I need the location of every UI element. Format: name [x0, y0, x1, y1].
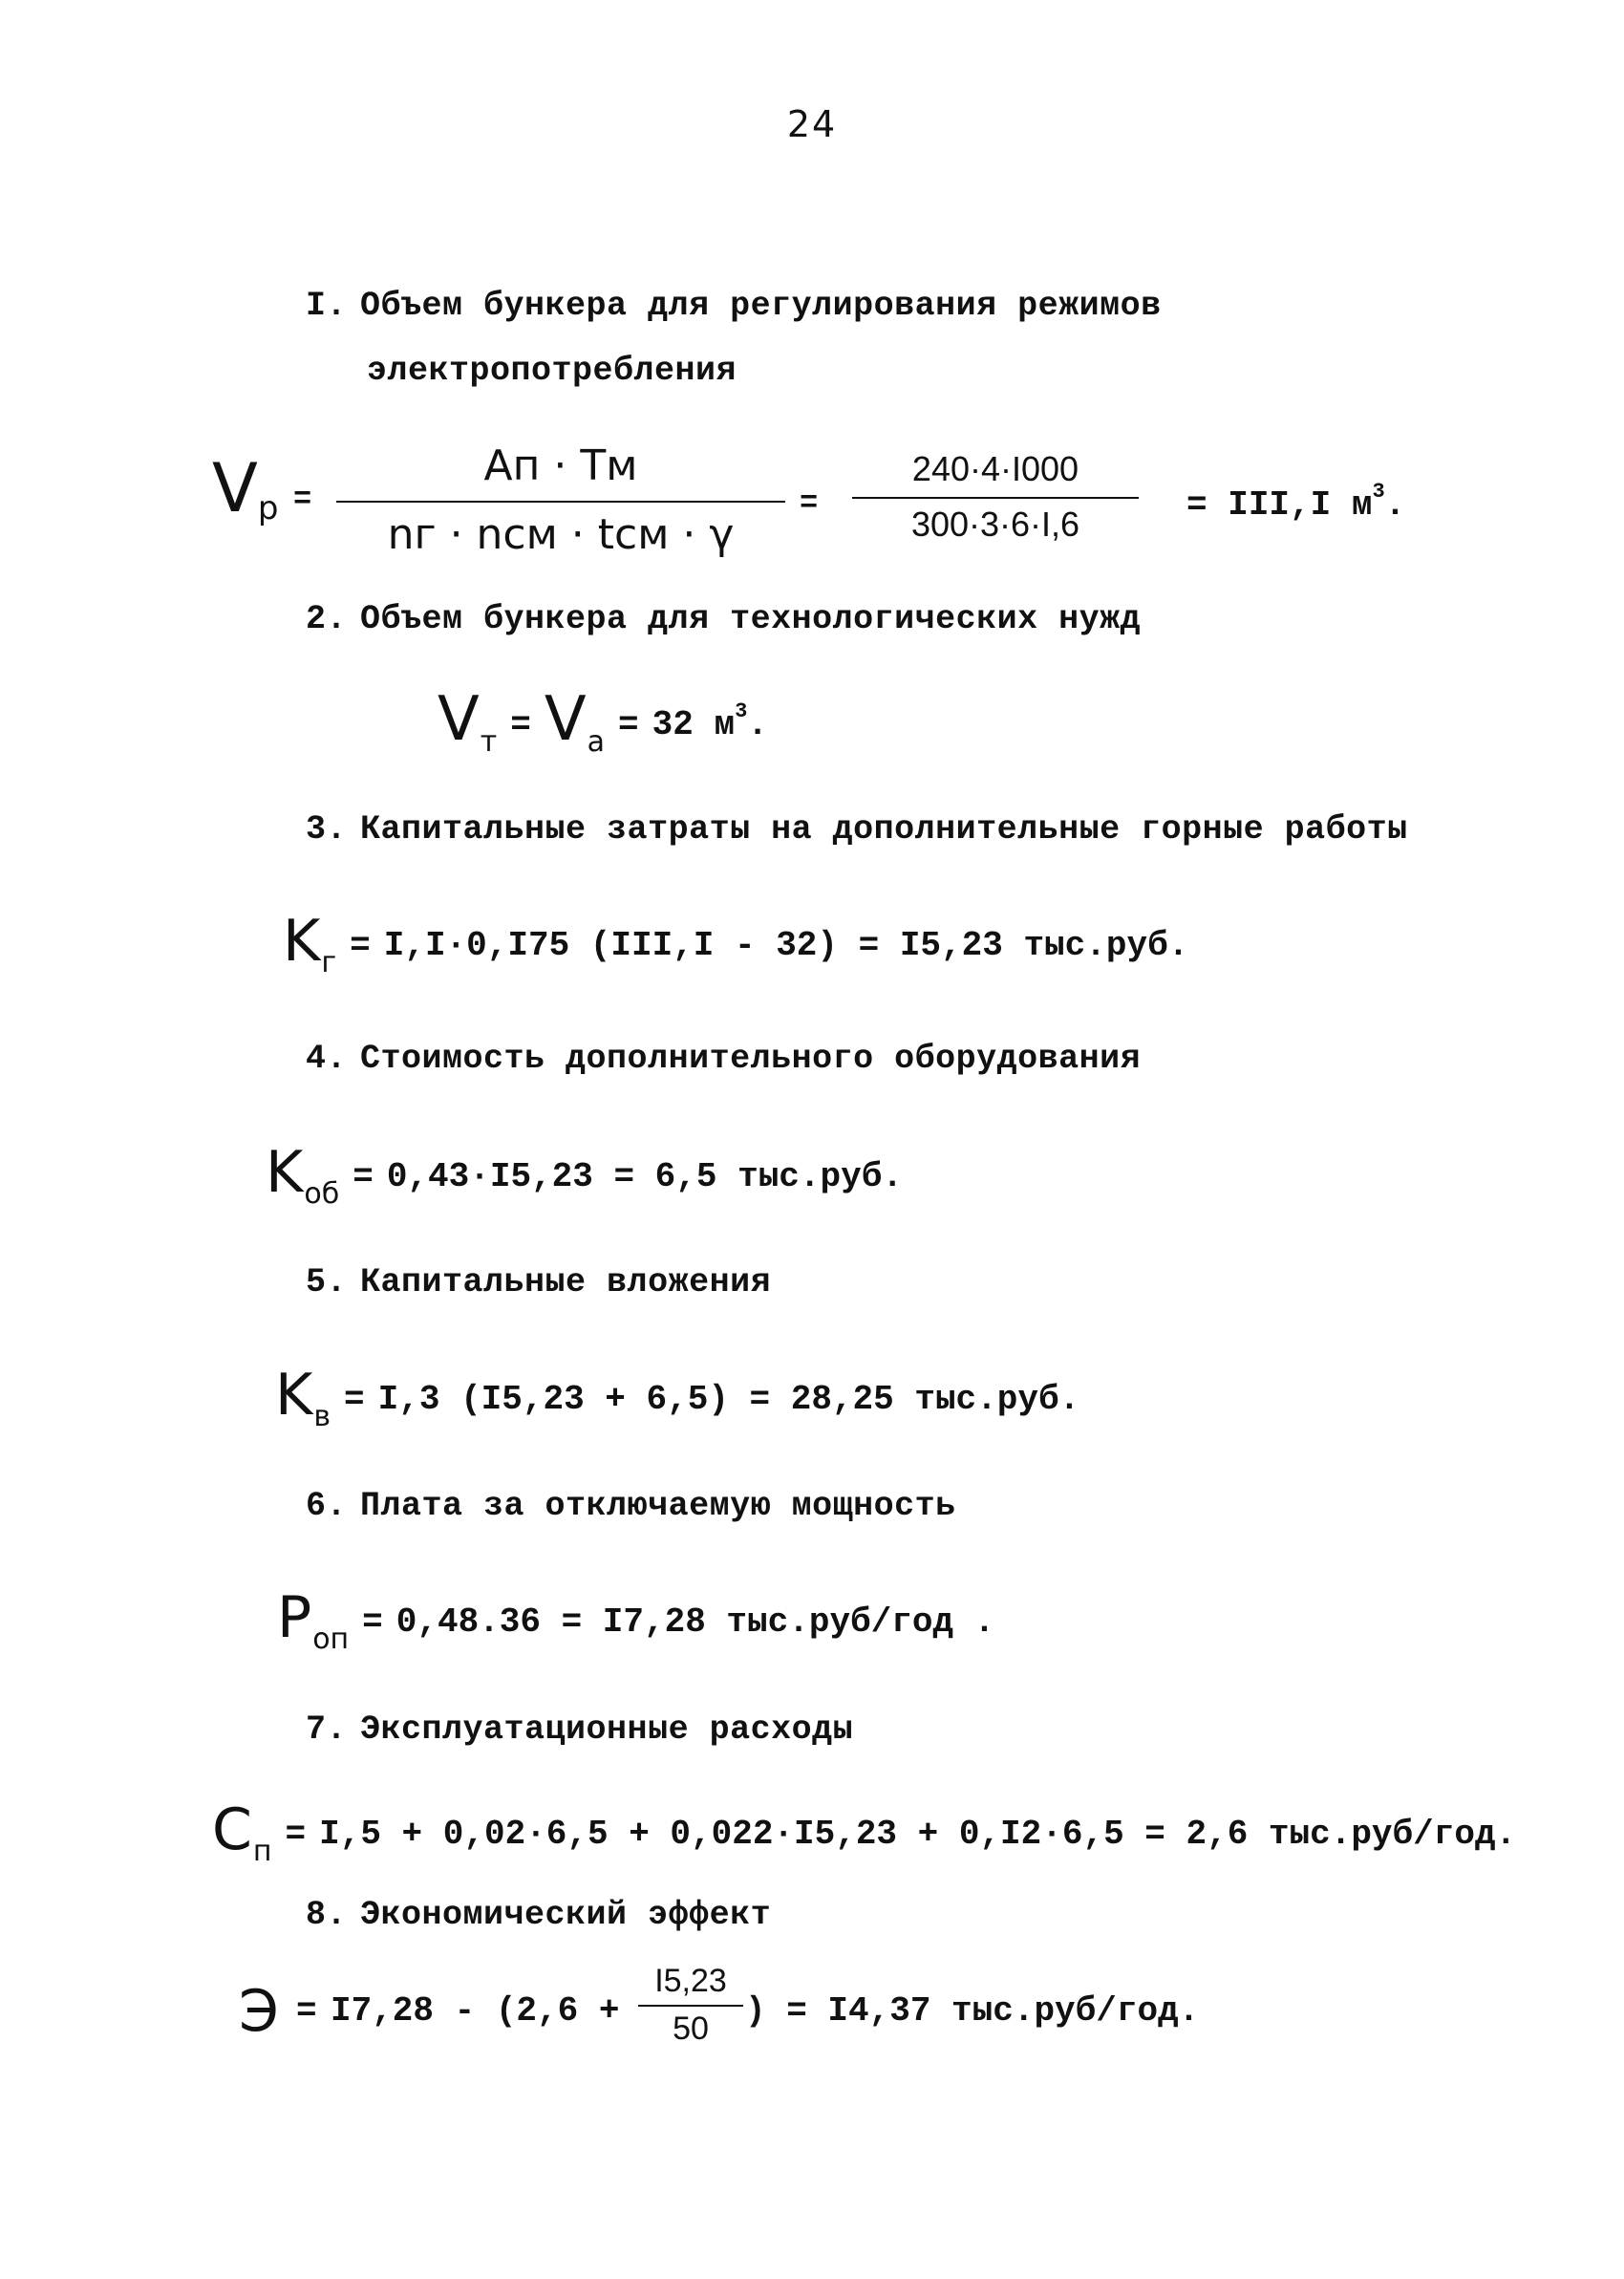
section-6-title: Плата за отключаемую мощность	[360, 1487, 956, 1525]
formula-3-expr: I,I·0,I75 (III,I - 32) = I5,23 тыс.руб.	[383, 926, 1189, 965]
formula-1-lhs: Vр	[212, 449, 279, 527]
formula-8-post: ) = I4,37 тыс.руб/год.	[745, 1991, 1200, 2031]
formula-1-result: = III,I $м^3$.	[1186, 480, 1406, 525]
section-4-heading	[306, 1040, 1141, 1078]
formula-8-fraction	[638, 1963, 743, 2068]
section-8-title: Экономический эффект	[360, 1896, 772, 1934]
formula-3-eq: =	[350, 926, 371, 965]
formula-4	[266, 1139, 903, 1211]
section-4-number: 4.	[306, 1040, 348, 1078]
section-3-number: 3.	[306, 810, 348, 849]
formula-1-numeric-numerator: 240·4·I000	[911, 449, 1079, 488]
section-8-heading	[306, 1896, 771, 1934]
section-1-number: I.	[306, 287, 348, 325]
section-1-heading	[306, 287, 1162, 325]
formula-8-eq: =	[296, 1991, 317, 2031]
formula-1-eq-1: =	[293, 482, 312, 517]
formula-6-expr: 0,48.36 = I7,28 тыс.руб/год .	[395, 1602, 995, 1642]
section-3-heading	[306, 810, 1408, 849]
formula-8-fraction-numerator: I5,23	[654, 1963, 727, 1999]
section-3-title: Капитальные затраты на дополнительные горные работы	[360, 810, 1408, 849]
formula-2	[438, 684, 768, 759]
formula-2-mid-sub: а	[587, 725, 606, 759]
formula-1-symbolic-denominator: nг · nсм · tсм · γ	[387, 510, 735, 559]
formula-2-result-sup: 3	[735, 699, 748, 723]
formula-7-eq: =	[285, 1815, 307, 1854]
formula-2-result: 32 м	[652, 705, 736, 744]
section-1-title-line2: электропотребления	[367, 352, 737, 390]
section-2-number: 2.	[306, 600, 348, 638]
formula-2-mid: V	[544, 684, 587, 755]
formula-2-eq-1: =	[510, 705, 531, 744]
formula-1	[212, 441, 1454, 583]
formula-4-lhs: K	[266, 1139, 304, 1206]
formula-1-numeric-bar	[852, 497, 1139, 499]
formula-3-lhs-sub: г	[321, 946, 337, 979]
formula-1-symbolic-fraction	[336, 441, 785, 575]
page-number: 24	[786, 103, 838, 145]
formula-6	[277, 1584, 994, 1656]
section-2-title: Объем бункера для технологических нужд	[360, 600, 1142, 638]
section-7-title: Эксплуатационные расходы	[360, 1710, 854, 1749]
formula-4-eq: =	[353, 1157, 374, 1196]
formula-1-eq-2: =	[800, 485, 819, 521]
formula-4-expr: 0,43·I5,23 = 6,5 тыс.руб.	[386, 1157, 903, 1196]
formula-2-end: .	[747, 705, 768, 744]
formula-7-lhs: C	[212, 1796, 252, 1863]
formula-1-numeric-denominator: 300·3·6·I,6	[910, 505, 1080, 544]
formula-1-symbolic-numerator: Aп · Tм	[483, 441, 638, 490]
formula-8-pre: I7,28 - (2,6 +	[331, 1991, 620, 2031]
section-1-title-line1: Объем бункера для регулирования режимов	[360, 287, 1162, 325]
formula-7	[212, 1796, 1516, 1868]
formula-8	[239, 1963, 1481, 2093]
section-7-heading	[306, 1710, 853, 1749]
formula-8-fraction-bar	[638, 2005, 743, 2007]
section-5-title: Капитальные вложения	[360, 1263, 772, 1301]
formula-5-expr: I,3 (I5,23 + 6,5) = 28,25 тыс.руб.	[377, 1380, 1080, 1419]
section-4-title: Стоимость дополнительного оборудования	[360, 1040, 1142, 1078]
formula-2-lhs: V	[438, 684, 480, 755]
section-8-number: 8.	[306, 1896, 348, 1934]
formula-3	[283, 908, 1188, 979]
formula-2-lhs-sub: т	[480, 725, 498, 759]
section-1-heading-line2	[367, 352, 737, 390]
formula-2-eq-2: =	[618, 705, 639, 744]
formula-3-lhs: K	[283, 908, 321, 975]
formula-8-fraction-denominator: 50	[673, 2010, 709, 2047]
formula-5-lhs: K	[275, 1362, 313, 1429]
formula-5-eq: =	[344, 1380, 365, 1419]
formula-4-lhs-sub: об	[304, 1177, 340, 1211]
formula-6-lhs: P	[277, 1584, 312, 1651]
section-7-number: 7.	[306, 1710, 348, 1749]
formula-8-lhs: Э	[239, 1978, 279, 2045]
formula-1-symbolic-bar	[336, 501, 785, 503]
formula-6-eq: =	[362, 1602, 383, 1642]
section-6-heading	[306, 1487, 956, 1525]
formula-1-numeric-fraction	[852, 449, 1139, 564]
section-5-number: 5.	[306, 1263, 348, 1301]
section-5-heading	[306, 1263, 771, 1301]
formula-6-lhs-sub: оп	[312, 1623, 350, 1656]
formula-5	[275, 1362, 1079, 1433]
formula-7-expr: I,5 + 0,02·6,5 + 0,022·I5,23 + 0,I2·6,5 = 2,6 тыс.руб/год.	[319, 1815, 1517, 1854]
formula-5-lhs-sub: в	[313, 1400, 331, 1433]
formula-7-lhs-sub: п	[252, 1835, 272, 1868]
section-6-number: 6.	[306, 1487, 348, 1525]
section-2-heading	[306, 600, 1141, 638]
